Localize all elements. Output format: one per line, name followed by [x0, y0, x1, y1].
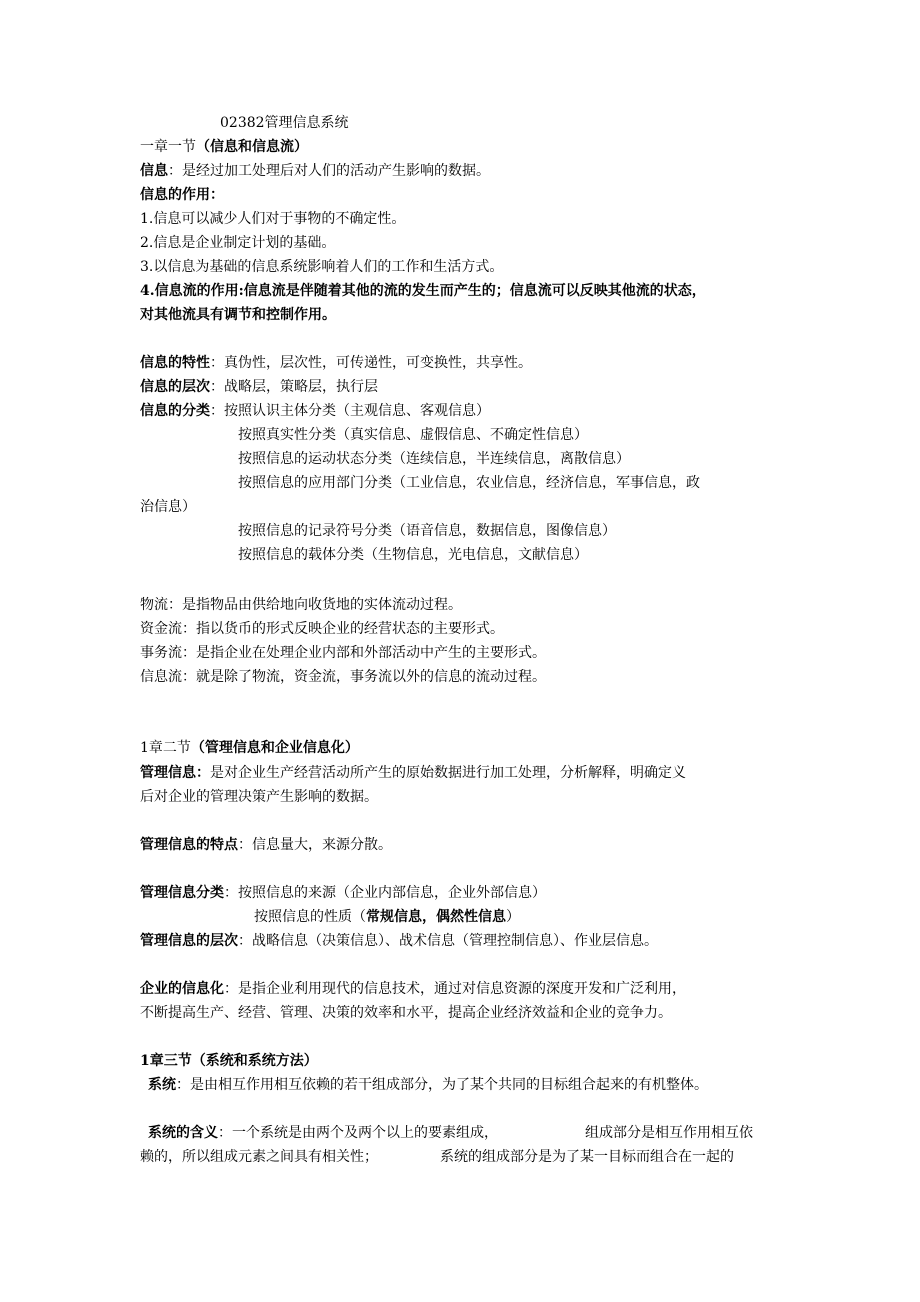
info-classification-item-2: 按照真实性分类（真实信息、虚假信息、不确定性信息）: [238, 427, 588, 443]
info-role-item-2: 2.信息是企业制定计划的基础。: [140, 235, 336, 251]
management-info-label: 管理信息：: [140, 765, 210, 781]
info-classification-item-1: ：按照认识主体分类（主观信息、客观信息）: [210, 403, 490, 419]
enterprise-informatization-text: ：是指企业利用现代的信息技术，通过对信息资源的深度开发和广泛利用，: [224, 981, 686, 997]
info-classification-item-5: 按照信息的记录符号分类（语音信息，数据信息，图像信息）: [238, 523, 616, 539]
management-info-levels: [140, 931, 658, 951]
info-characteristics-label: 信息的特性: [140, 355, 210, 371]
info-label: 信息: [140, 163, 168, 179]
system-meaning-label: 系统的含义: [148, 1125, 218, 1141]
info-classification: [140, 401, 490, 421]
management-info-classification-item-1: ：按照信息的来源（企业内部信息，企业外部信息）: [224, 885, 546, 901]
info-classification-label: 信息的分类: [140, 403, 210, 419]
info-role-item-1: 1.信息可以减少人们对于事物的不确定性。: [140, 211, 406, 227]
enterprise-informatization-text-cont: 不断提高生产、经营、管理、决策的效率和水平，提高企业经济效益和企业的竞争力。: [140, 1005, 672, 1021]
section-2-heading-topic: （管理信息和企业信息化）: [190, 740, 359, 756]
info-text: ：是经过加工处理后对人们的活动产生影响的数据。: [168, 163, 490, 179]
info-levels-text: ：战略层，策略层，执行层: [210, 379, 378, 395]
system-meaning-text-1: ：一个系统是由两个及两个以上的要素组成，: [218, 1125, 498, 1141]
info-characteristics-text: ：真伪性，层次性，可传递性，可变换性，共享性。: [210, 355, 532, 371]
system-text: ：是由相互作用相互依赖的若干组成部分，为了某个共同的目标组合起来的有机整体。: [176, 1077, 708, 1093]
info-classification-item-4-cont: 治信息）: [140, 499, 196, 515]
system-meaning-text-2: 赖的，所以组成元素之间具有相关性；: [140, 1149, 378, 1165]
system-label: 系统: [148, 1077, 176, 1093]
system-definition: [148, 1075, 708, 1095]
system-meaning: [148, 1123, 498, 1143]
enterprise-informatization: [140, 979, 686, 999]
business-flow: 事务流：是指企业在处理企业内部和外部活动中产生的主要形式。: [140, 645, 546, 661]
capital-flow: 资金流：指以货币的形式反映企业的经营状态的主要形式。: [140, 621, 504, 637]
classification-item-2-suffix: ）: [506, 909, 520, 925]
classification-item-2-bold: 常规信息，偶然性信息: [366, 909, 506, 925]
enterprise-informatization-label: 企业的信息化: [140, 981, 224, 997]
doc-title: 02382管理信息系统: [220, 115, 349, 131]
section-1-heading-prefix: 一章一节: [140, 139, 196, 155]
info-levels: [140, 377, 378, 397]
management-info-levels-text: ：战略信息（决策信息）、战术信息（管理控制信息）、作业层信息。: [238, 933, 658, 949]
information-flow: 信息流：就是除了物流，资金流，事务流以外的信息的流动过程。: [140, 669, 546, 685]
management-info-classification-label: 管理信息分类: [140, 885, 224, 901]
info-role-item-3: 3.以信息为基础的信息系统影响着人们的工作和生活方式。: [140, 259, 504, 275]
section-3-heading: 1章三节（系统和系统方法）: [140, 1053, 318, 1069]
info-role-heading: 信息的作用：: [140, 187, 224, 203]
system-meaning-text-2b: 系统的组成部分是为了某一目标而组合在一起的: [440, 1149, 734, 1165]
management-info-features-text: ：信息量大，来源分散。: [238, 837, 392, 853]
info-levels-label: 信息的层次: [140, 379, 210, 395]
classification-item-2-prefix: 按照信息的性质（: [254, 909, 366, 925]
management-info-features-label: 管理信息的特点: [140, 837, 238, 853]
info-definition: [140, 161, 490, 181]
section-1-heading: [140, 137, 308, 157]
logistics-flow: 物流：是指物品由供给地向收货地的实体流动过程。: [140, 597, 462, 613]
info-classification-item-3: 按照信息的运动状态分类（连续信息，半连续信息，离散信息）: [238, 451, 630, 467]
management-info-classification: [140, 883, 546, 903]
management-info-text-cont: 后对企业的管理决策产生影响的数据。: [140, 789, 378, 805]
management-info-definition: [140, 763, 686, 783]
section-1-heading-topic: （信息和信息流）: [196, 139, 308, 155]
info-classification-item-6: 按照信息的载体分类（生物信息，光电信息，文献信息）: [238, 547, 588, 563]
section-2-heading: [140, 738, 359, 758]
info-classification-item-4: 按照信息的应用部门分类（工业信息，农业信息，经济信息，军事信息，政: [238, 475, 700, 491]
management-info-features: [140, 835, 392, 855]
info-role-item-4-line-2: 对其他流具有调节和控制作用。: [140, 307, 336, 323]
section-2-heading-prefix: 1章二节: [140, 740, 191, 756]
management-info-classification-item-2: [254, 907, 520, 927]
management-info-levels-label: 管理信息的层次: [140, 933, 238, 949]
management-info-text: 是对企业生产经营活动所产生的原始数据进行加工处理，分析解释，明确定义: [210, 765, 686, 781]
info-role-item-4-line-1: 4.信息流的作用:信息流是伴随着其他的流的发生而产生的；信息流可以反映其他流的状态，: [140, 283, 706, 299]
system-meaning-text-1b: 组成部分是相互作用相互依: [585, 1125, 753, 1141]
info-characteristics: [140, 353, 532, 373]
